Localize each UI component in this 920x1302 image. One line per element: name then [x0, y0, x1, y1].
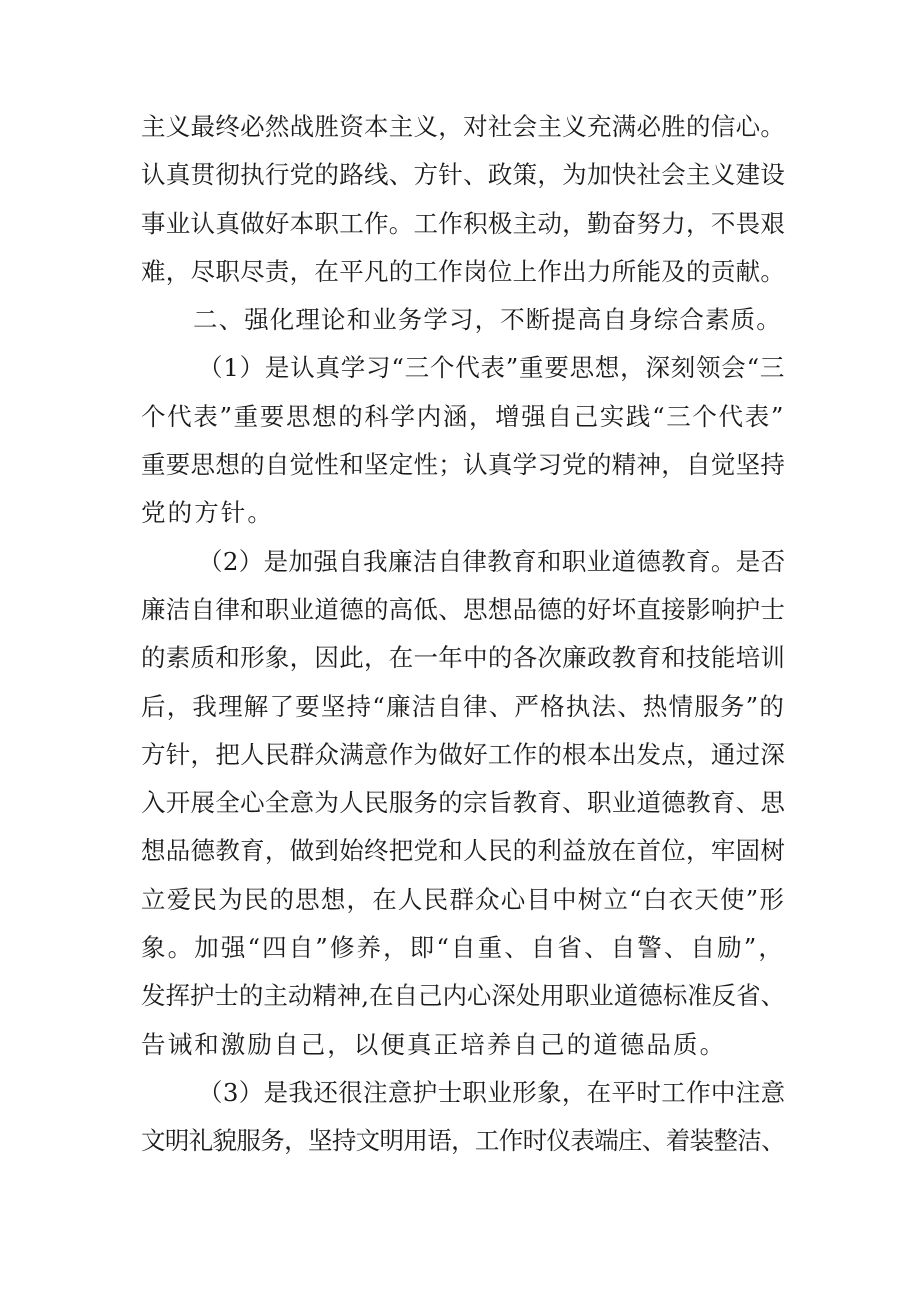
paragraph-p3: [141, 344, 785, 537]
paragraph-p1: [141, 103, 785, 296]
text-line: （3）是我还很注意护士职业形象，在平时工作中注意: [198, 1077, 786, 1107]
text-line: 事业认真做好本职工作。工作积极主动，勤奋努力，不畏艰: [141, 208, 785, 238]
text-line: （1）是认真学习“三个代表”重要思想，深刻领会“三: [198, 353, 785, 383]
text-line: 廉洁自律和职业道德的高低、思想品德的好坏直接影响护士: [141, 594, 785, 624]
text-line: 告诫和激励自己，以便真正培养自己的道德品质。: [141, 1029, 727, 1059]
document-body: [141, 103, 785, 1166]
heading-line: 二、强化理论和业务学习，不断提高自身综合素质。: [193, 305, 782, 335]
text-line: 立爱民为民的思想，在人民群众心目中树立“白衣天使”形: [141, 884, 785, 914]
text-line: 的素质和形象，因此，在一年中的各次廉政教育和技能培训: [141, 643, 785, 673]
text-line: 党的方针。: [141, 498, 274, 528]
text-line: 个代表”重要思想的科学内涵，增强自己实践“三个代表”: [141, 401, 785, 431]
text-line: （2）是加强自我廉洁自律教育和职业道德教育。是否: [198, 546, 786, 576]
text-line: 后，我理解了要坚持“廉洁自律、严格执法、热情服务”的: [141, 691, 785, 721]
text-line: 重要思想的自觉性和坚定性；认真学习党的精神，自觉坚持: [141, 450, 785, 480]
text-line: 发挥护士的主动精神,在自己内心深处用职业道德标准反省、: [141, 981, 785, 1011]
text-line: 文明礼貌服务，坚持文明用语，工作时仪表端庄、着装整洁、: [141, 1126, 785, 1156]
text-line: 象。加强“四自”修养，即“自重、自省、自警、自励”，: [141, 933, 785, 963]
text-line: 想品德教育，做到始终把党和人民的利益放在首位，牢固树: [141, 836, 785, 866]
text-line: 难，尽职尽责，在平凡的工作岗位上作出力所能及的贡献。: [141, 256, 785, 286]
text-line: 入开展全心全意为人民服务的宗旨教育、职业道德教育、思: [141, 788, 785, 818]
paragraph-p5: [141, 1069, 785, 1166]
section-heading: [141, 296, 785, 344]
text-line: 方针，把人民群众满意作为做好工作的根本出发点，通过深: [141, 739, 785, 769]
paragraph-p4: [141, 538, 785, 1069]
text-line: 认真贯彻执行党的路线、方针、政策，为加快社会主义建设: [141, 160, 785, 190]
text-line: 主义最终必然战胜资本主义，对社会主义充满必胜的信心。: [141, 112, 785, 141]
